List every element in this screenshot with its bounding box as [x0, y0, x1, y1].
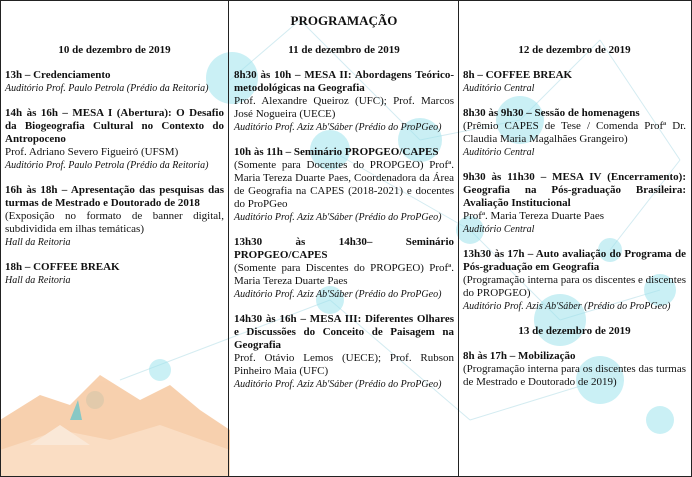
entry-heading: 8h às 17h – Mobilização — [463, 350, 576, 362]
column-date: 12 de dezembro de 2019 — [518, 44, 631, 56]
entry-heading: 13h – Credenciamento — [5, 69, 111, 81]
entry-details: (Prêmio CAPES de Tese / Comenda Profª Dr. Claudia Maria Magalhães Grangeiro) — [463, 120, 686, 145]
entry-heading: 8h30 às 9h30 – Sessão de homenagens — [463, 107, 640, 119]
column-divider — [228, 0, 229, 477]
day-column-3 — [463, 44, 686, 401]
entry-details: Prof. Alexandre Queiroz (UFC); Prof. Marcos José Nogueira (UECE) — [234, 95, 454, 120]
entry-venue: Auditório Prof. Paulo Petrola (Prédio da Reitoria) — [5, 83, 209, 94]
entry-heading: 9h30 às 11h30 – MESA IV (Encerramento): Geografia na Pós-graduação Brasileira: Avaliação Institucional — [463, 171, 686, 209]
column-date: 10 de dezembro de 2019 — [58, 44, 171, 56]
entry-details: (Somente para Docentes do PROPGEO) Profª. Maria Tereza Duarte Paes, Coordenadora da Área de Geografia na CAPES (2018-2021) e docentes do ProPGeo — [234, 159, 454, 210]
schedule-entry — [463, 107, 686, 159]
schedule-entry — [5, 261, 224, 287]
entry-heading: 8h30 às 10h – MESA II: Abordagens Teórico-metodológicas na Geografia — [234, 69, 454, 94]
schedule-entry — [463, 248, 686, 313]
entry-details: Prof. Otávio Lemos (UECE); Prof. Rubson Pinheiro Maia (UFC) — [234, 352, 454, 377]
column-date: 11 de dezembro de 2019 — [288, 44, 400, 56]
schedule-entry — [234, 146, 454, 224]
entry-venue: Auditório Central — [463, 83, 535, 94]
schedule-entry — [234, 236, 454, 301]
entry-heading: 13h30 às 17h – Auto avaliação do Programa de Pós-graduação em Geografia — [463, 248, 686, 273]
entry-venue: Auditório Central — [463, 147, 535, 158]
schedule-entry — [5, 107, 224, 172]
entry-details: (Somente para Discentes do PROPGEO) Profª. Maria Tereza Duarte Paes — [234, 262, 454, 287]
entry-heading: 10h às 11h – Seminário PROPGEO/CAPES — [234, 146, 439, 158]
entry-details: (Programação interna para os discentes das turmas de Mestrado e Doutorado de 2019) — [463, 363, 686, 388]
schedule-entry — [234, 69, 454, 134]
schedule-entry — [463, 171, 686, 236]
schedule-entry — [5, 184, 224, 249]
page-title: PROGRAMAÇÃO — [290, 13, 398, 28]
schedule-entry — [463, 69, 686, 95]
entry-details: Prof. Adriano Severo Figueiró (UFSM) — [5, 146, 179, 158]
entry-venue: Auditório Prof. Aziz Ab'Sáber (Prédio do ProPGeo) — [234, 379, 442, 390]
entry-venue: Hall da Reitoria — [5, 275, 71, 286]
entry-heading: 14h às 16h – MESA I (Abertura): O Desafio da Biogeografia Cultural no Contexto do Antropoceno — [5, 107, 224, 145]
schedule-entry — [5, 69, 224, 95]
entry-heading: 18h – COFFEE BREAK — [5, 261, 120, 273]
day-column-1 — [5, 44, 224, 299]
entry-venue: Hall da Reitoria — [5, 237, 71, 248]
entry-venue: Auditório Prof. Azis Ab'Sáber (Prédio do ProPGeo) — [463, 301, 671, 312]
day-column-2 — [234, 44, 454, 403]
entry-venue: Auditório Prof. Paulo Petrola (Prédio da Reitoria) — [5, 160, 209, 171]
entry-venue: Auditório Prof. Aziz Ab'Sáber (Prédio do ProPGeo) — [234, 122, 442, 133]
entry-venue: Auditório Prof. Aziz Ab'Sáber (Prédio do ProPGeo) — [234, 212, 442, 223]
entry-heading: 13h30 às 14h30– Seminário PROPGEO/CAPES — [234, 236, 454, 261]
entry-heading: 8h – COFFEE BREAK — [463, 69, 573, 81]
column-subdate: 13 de dezembro de 2019 — [518, 325, 631, 337]
entry-venue: Auditório Prof. Aziz Ab'Sáber (Prédio do ProPGeo) — [234, 289, 442, 300]
entry-details: (Exposição no formato de banner digital, subdividida em ilhas temáticas) — [5, 210, 224, 235]
entry-heading: 14h30 às 16h – MESA III: Diferentes Olhares e Discussões do Conceito de Paisagem na Geografia — [234, 313, 454, 351]
schedule-entry — [463, 350, 686, 389]
schedule-entry — [234, 313, 454, 391]
column-divider — [458, 0, 459, 477]
entry-details: Profª. Maria Tereza Duarte Paes — [463, 210, 605, 222]
entry-heading: 16h às 18h – Apresentação das pesquisas das turmas de Mestrado e Doutorado de 2018 — [5, 184, 224, 209]
entry-venue: Auditório Central — [463, 224, 535, 235]
entry-details: (Programação interna para os discentes e discentes do PROPGEO) — [463, 274, 686, 299]
